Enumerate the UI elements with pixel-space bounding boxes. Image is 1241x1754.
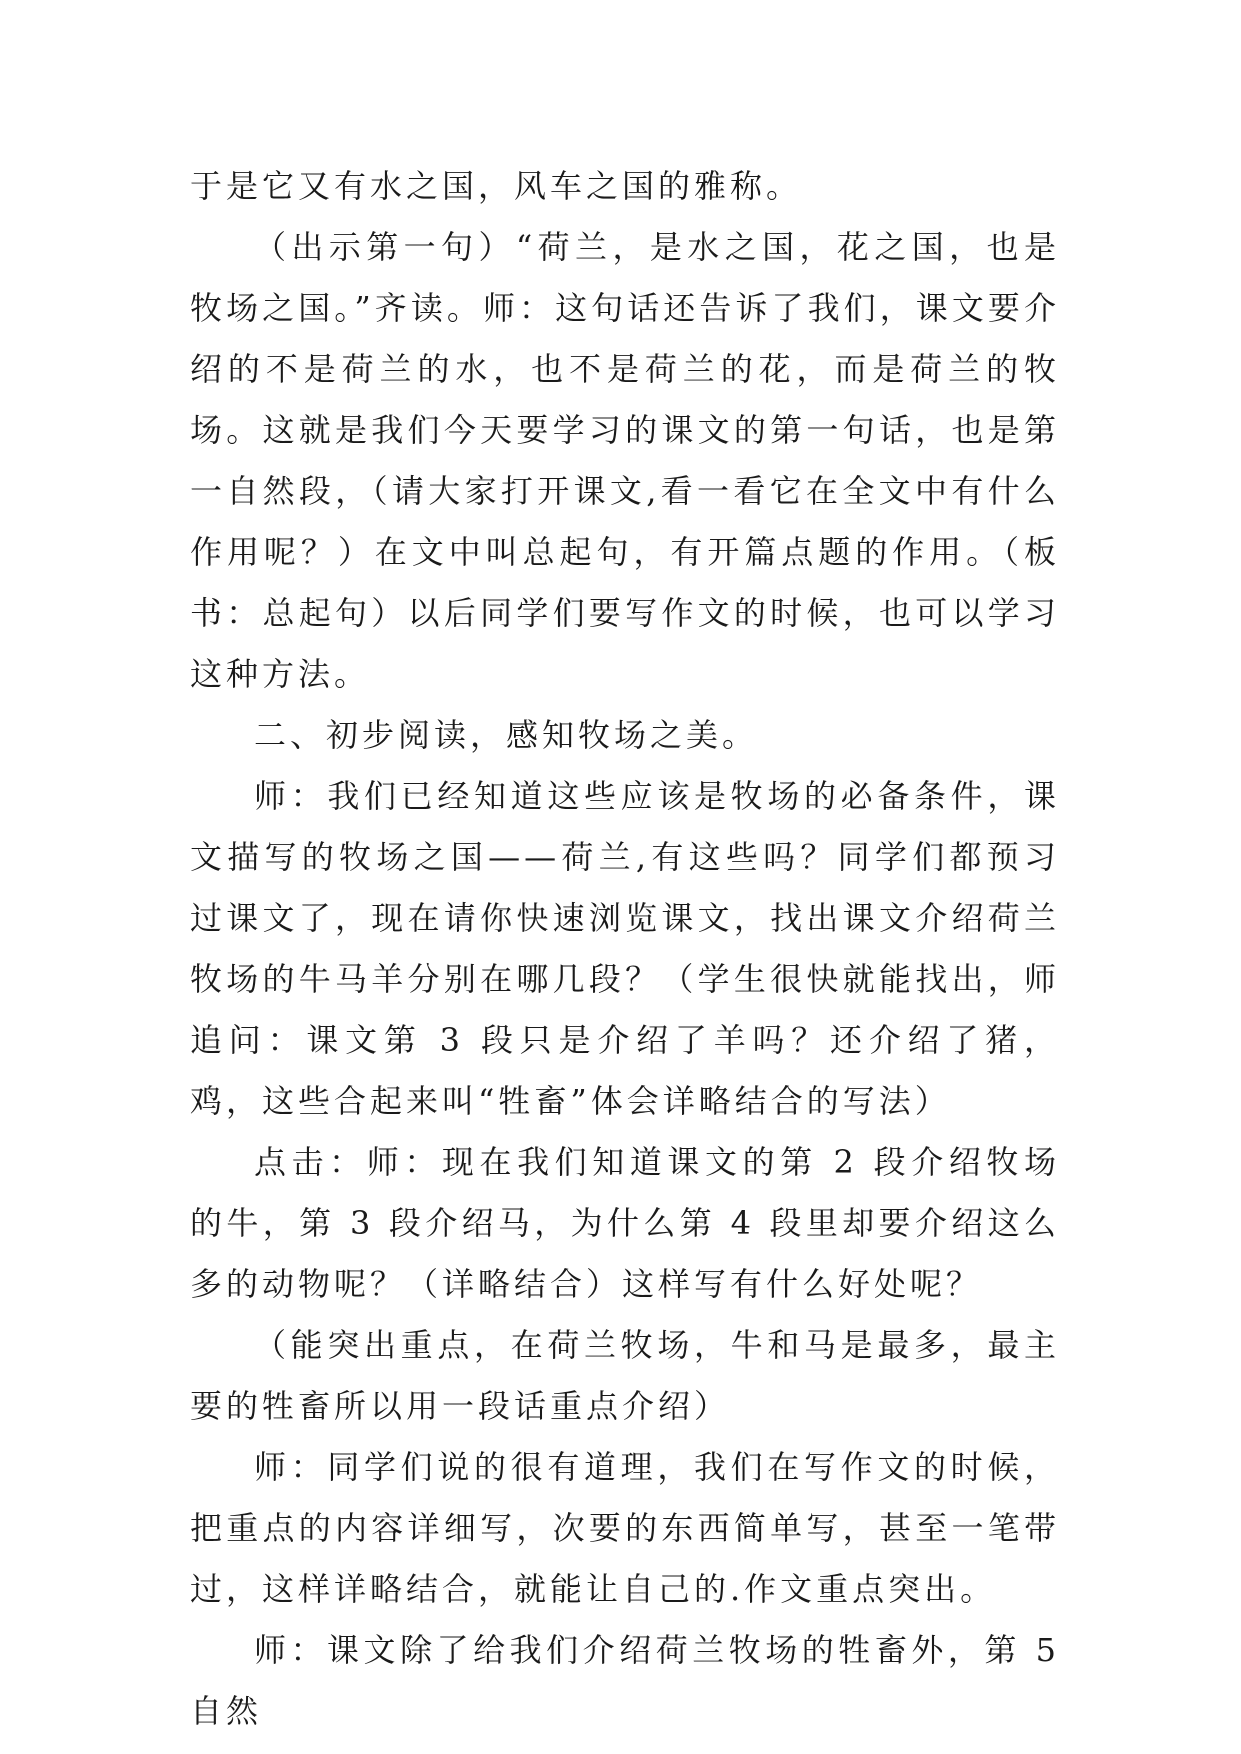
paragraph-8: 师：课文除了给我们介绍荷兰牧场的牲畜外，第 5 自然 — [190, 1631, 1060, 1730]
document-body — [190, 156, 1060, 1742]
paragraph-2: （出示第一句）“荷兰，是水之国，花之国，也是牧场之国。”齐读。师：这句话还告诉了我们，课文要介绍的不是荷兰的水，也不是荷兰的花，而是荷兰的牧场。这就是我们今天要学习的课文的第一句话，也是第一自然段，（请大家打开课文,看一看它在全文中有什么作用呢？）在文中叫总起句，有开篇点题的作用。（板书：总起句）以后同学们要写作文的时候，也可以学习这种方法。 — [190, 228, 1060, 693]
paragraph-5: 点击：师：现在我们知道课文的第 2 段介绍牧场的牛，第 3 段介绍马，为什么第 4 段里却要介绍这么多的动物呢？（详略结合）这样写有什么好处呢？ — [190, 1143, 1060, 1303]
paragraph-6: （能突出重点，在荷兰牧场，牛和马是最多，最主要的牲畜所以用一段话重点介绍） — [190, 1326, 1060, 1425]
paragraph-1: 于是它又有水之国，风车之国的雅称。 — [190, 167, 803, 205]
paragraph-7: 师：同学们说的很有道理，我们在写作文的时候，把重点的内容详细写，次要的东西简单写，甚至一笔带过，这样详略结合，就能让自己的.作文重点突出。 — [190, 1448, 1060, 1608]
paragraph-3-heading: 二、初步阅读，感知牧场之美。 — [254, 716, 759, 754]
paragraph-4: 师：我们已经知道这些应该是牧场的必备条件，课文描写的牧场之国——荷兰,有这些吗？同学们都预习过课文了，现在请你快速浏览课文，找出课文介绍荷兰牧场的牛马羊分别在哪几段？（学生很快就能找出，师追问：课文第 3 段只是介绍了羊吗？还介绍了猪，鸡，这些合起来叫“牲畜”体会详略结合的写法） — [190, 777, 1060, 1120]
